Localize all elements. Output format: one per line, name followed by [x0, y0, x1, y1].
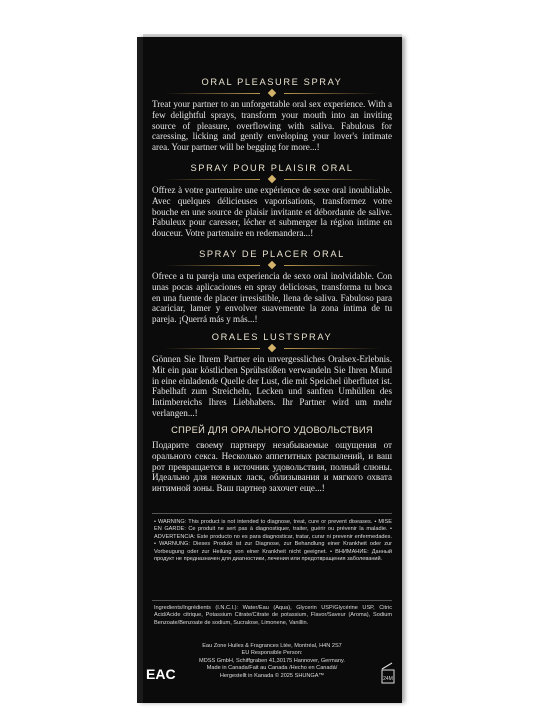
eac-certification-icon: EAC — [146, 666, 176, 682]
address-line: Hergestellt in Kanada © 2025 SHUNGA™ — [219, 672, 325, 679]
section-text: Treat your partner to an unforgettable oral sex experience. With a few delightful sprays, transform your mouth into an inviting source of pleasure, overflowing with saliva. Fabulous for caressing, licking and gently enveloping your lover's intimate area. Your partner will be begging for more...! — [152, 99, 392, 153]
section-title: SPRAY DE PLACER ORAL — [199, 249, 345, 259]
address-line: Made in Canada/Fait au Canada /Hecho en Canadá/ — [206, 665, 338, 672]
diamond-icon — [268, 89, 276, 97]
section-text: Gönnen Sie Ihrem Partner ein unvergessliches Oralsex-Erlebnis. Mit ein paar köstlichen Sprühstößen verwandeln Sie Ihren Mund in eine einladende Quelle der Lust, die mit Speichel überflutet ist. Fabelhaft zum Streicheln, Lecken und sanften Umhüllen des Intimbereichs Ihres Liebhabers. Ihr Partner wird um mehr verlangen...! — [152, 354, 392, 418]
section-title: SPRAY POUR PLAISIR ORAL — [190, 163, 354, 173]
diamond-icon — [268, 175, 276, 183]
section-title: ORALES LUSTSPRAY — [211, 332, 333, 342]
warning-text: • WARNING: This product is not intended to diagnose, treat, cure or prevent diseases. • MISE EN GARDE: Ce produit ne sert pas à diagnostiquer, traiter, guérir ou prévenir la maladie. • ADVERTENCIA: Este producto no es para diagnosticar, tratar, curar ni prevenir enfermedades. • WARNUNG: Dieses Produkt ist zur Diagnose, zur Behandlung einer Krankheit oder zur Vorbeugung oder zur Heilung von einer Krankheit nicht geeignet. • ВНИМАНИЕ: Данный продукт не предназначен для диагностики, лечения или предотвращения заболеваний. — [154, 519, 392, 563]
section-french — [152, 162, 392, 239]
section-text: Ofrece a tu pareja una experiencia de sexo oral inolvidable. Con unas pocas aplicaciones en spray deliciosas, transforma tu boca en una fuente de placer irresistible, llena de saliva. Fabuloso para acariciar, lamer y envolver suavemente la zona íntima de tu pareja. ¡Querrá más y más...! — [152, 271, 392, 325]
diamond-icon — [268, 344, 276, 352]
divider-line — [152, 600, 392, 601]
manufacturer-address — [172, 643, 372, 680]
section-text: Offrez à votre partenaire une expérience de sexe oral inoubliable. Avec quelques délicieuses vaporisations, transformez votre bouche en une source de plaisir invitante et débordante de salive. Fabuleux pour caresser, lécher et submerger la région intime en douceur. Votre partenaire en redemandera...! — [152, 185, 392, 239]
address-line: EU Responsible Person: — [241, 650, 303, 657]
section-title: СПРЕЙ ДЛЯ ОРАЛЬНОГО УДОВОЛЬСТВИЯ — [171, 425, 373, 435]
section-text: Подарите своему партнеру незабываемые ощущения от орального секса. Несколько аппетитных распылений, и ваш рот превращается в источник удовольствия, полный слюны. Идеально для нежных ласк, облизывания и мягкого охвата интимной зоны. Ваш партнер захочет еще...! — [152, 440, 392, 494]
address-line: Eau Zone Huiles & Fragrances Ltée, Montréal, H4N 2S7 — [202, 643, 342, 649]
section-english — [152, 76, 392, 153]
divider-line — [152, 513, 392, 514]
section-spanish — [152, 248, 392, 325]
gold-divider — [152, 89, 392, 97]
gold-divider — [152, 175, 392, 183]
section-title: ORAL PLEASURE SPRAY — [201, 77, 343, 87]
open-jar-period-icon — [380, 661, 396, 685]
jar-label: 24M — [383, 676, 393, 682]
gold-divider — [152, 437, 392, 438]
gold-divider — [152, 344, 392, 352]
address-line: MDSS GmbH, Schiffgraben 41,30175 Hannover, Germany. — [199, 657, 345, 664]
diamond-icon — [268, 261, 276, 269]
gold-divider — [152, 261, 392, 269]
section-german — [152, 331, 392, 419]
section-russian — [152, 424, 392, 494]
ingredients-text: Ingredients/Ingrédients (I.N.C.I.): Water/Eau (Aqua), Glycerin USP/Glycérine USP, Citric Acid/Acide citrique, Potassium Citrate/Citrate de potassium, Flavor/Saveur (Aroma), Sodium Benzoate/Benzoate de sodium, Sucralose, Limonene, Vanillin. — [154, 605, 392, 626]
